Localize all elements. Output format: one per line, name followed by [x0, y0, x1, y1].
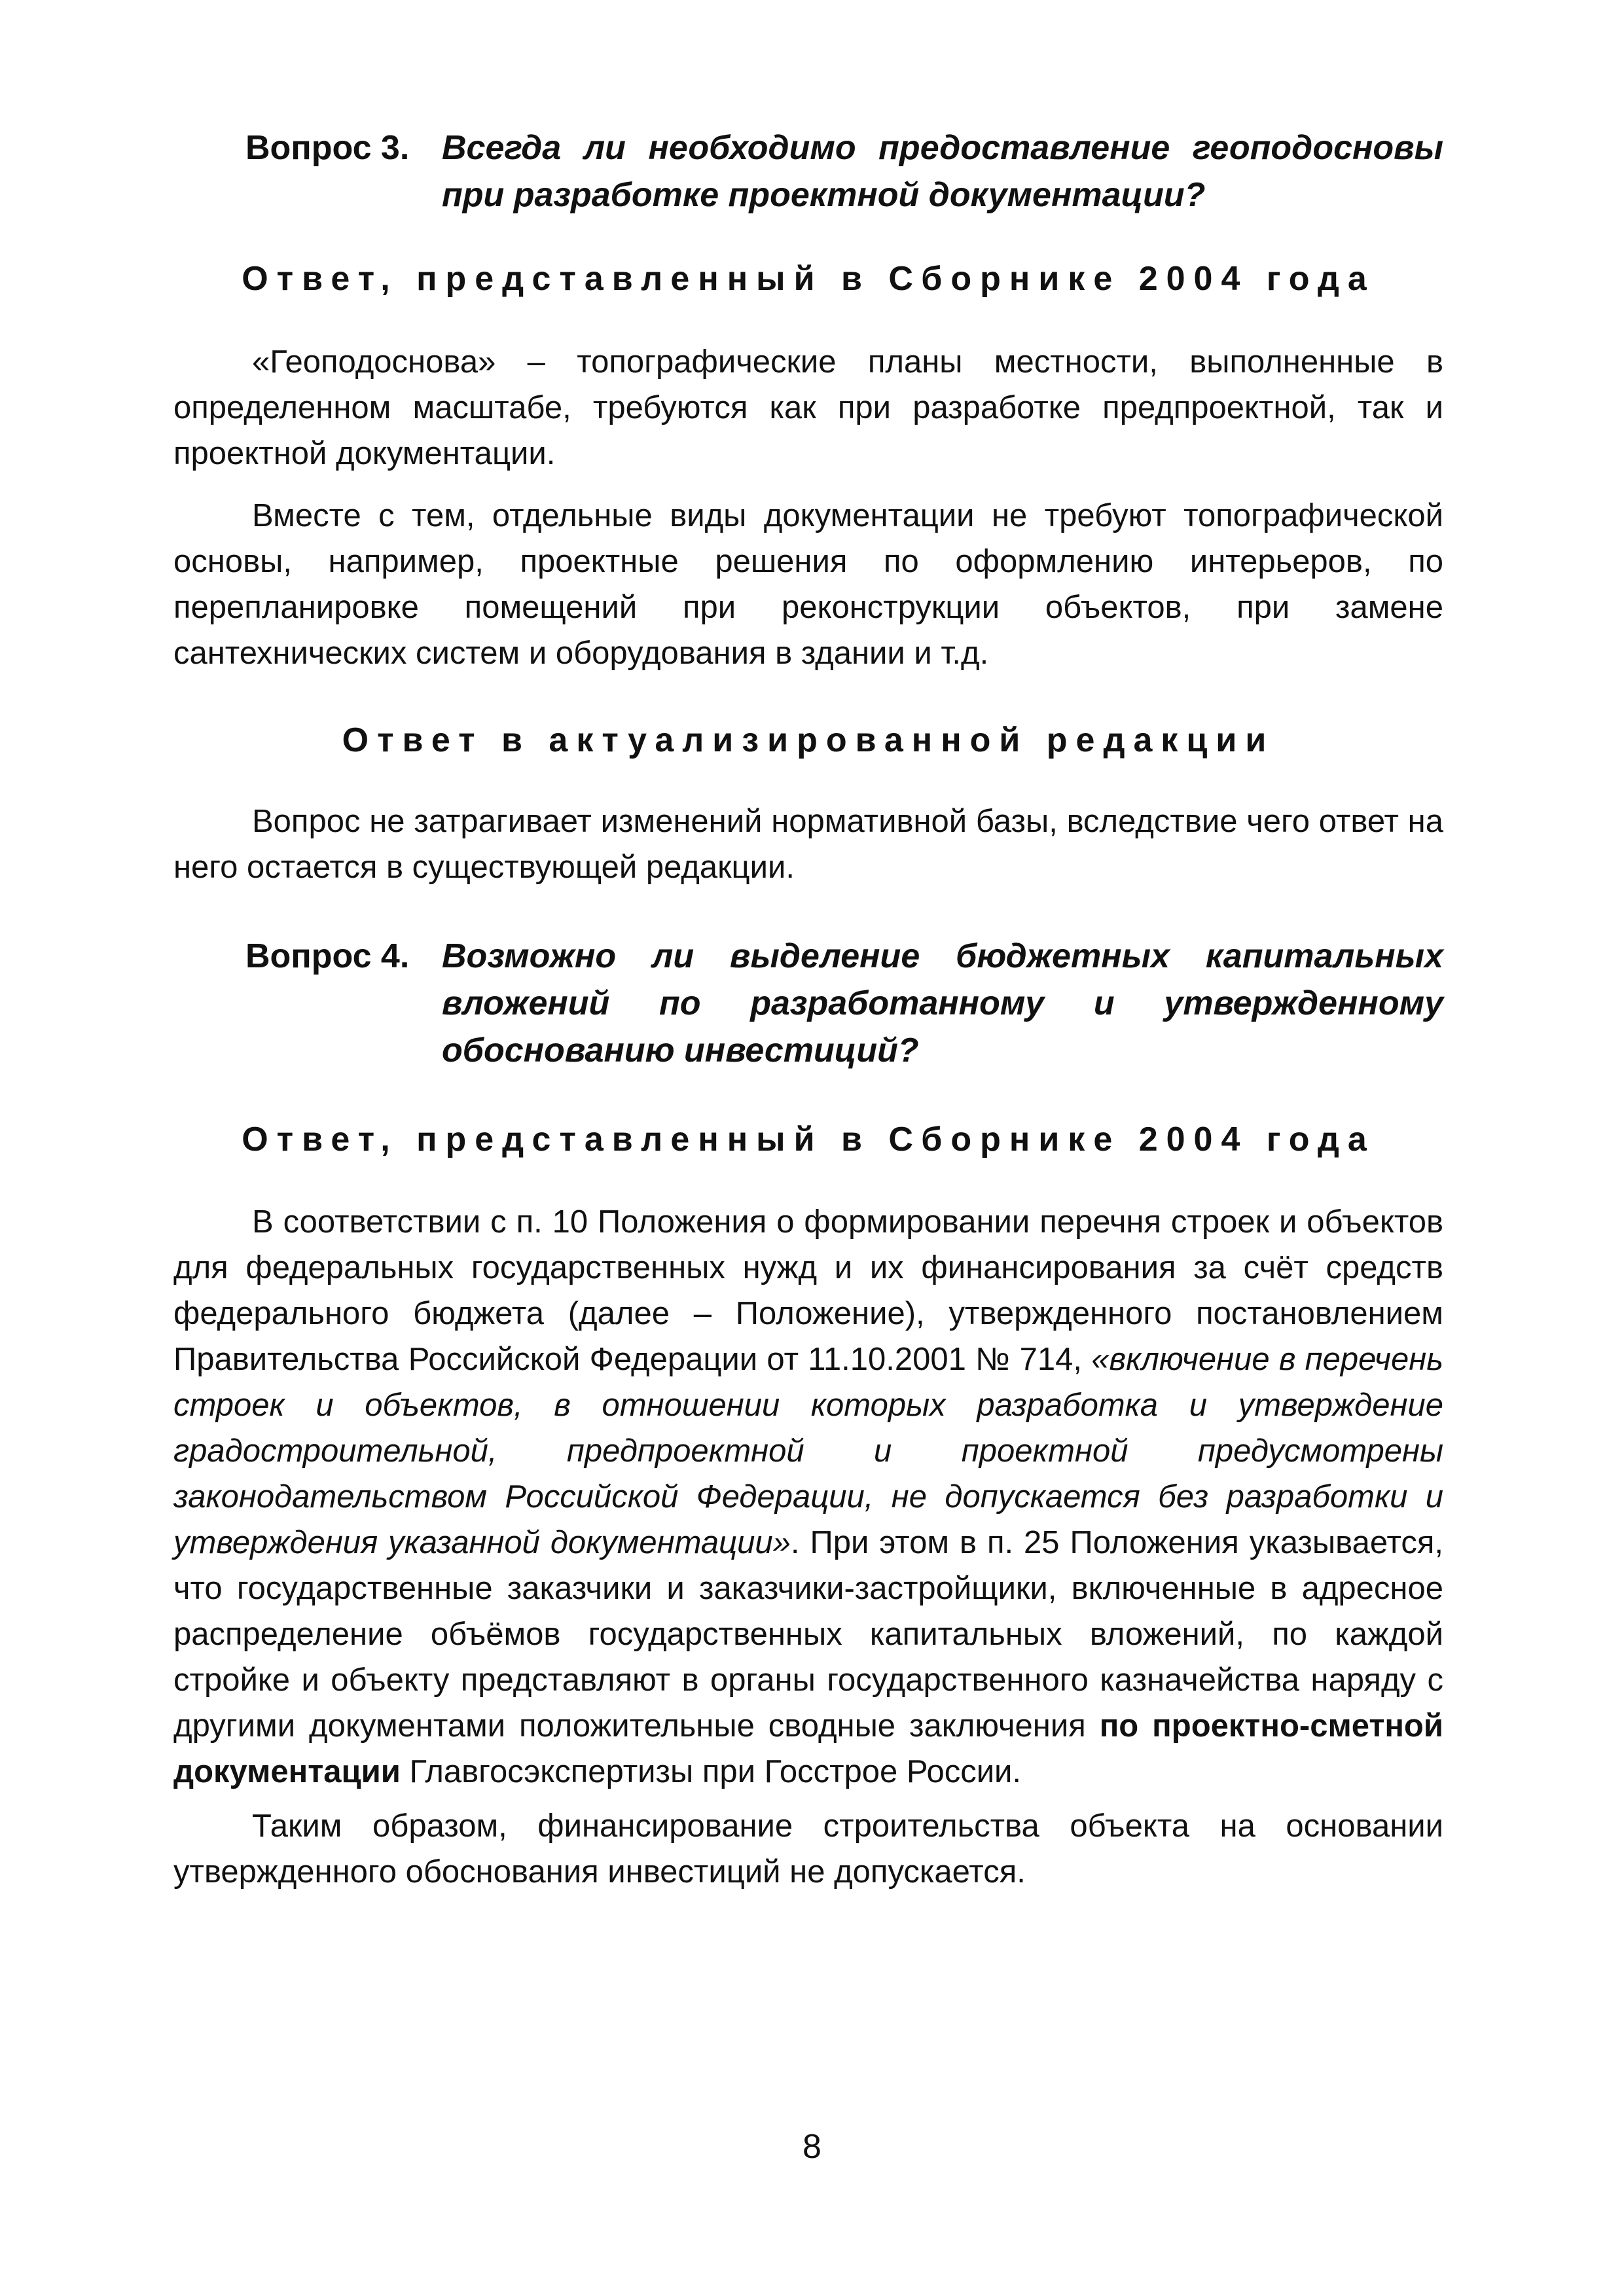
q3-paragraph-2: Вместе с тем, отдельные виды документации не требуют топографической основы, например, проектные решения по оформлению интерьеров, по перепланировке помещений при реконструкции объектов, при замене сантехнических систем и оборудования в здании и т.д.	[173, 498, 1443, 671]
q3-paragraph-3: Вопрос не затрагивает изменений нормативной базы, вследствие чего ответ на него остается в существующей редакции.	[173, 804, 1443, 885]
heading-answer-2004-q3: Ответ, представленный в Сборнике 2004 года	[242, 260, 1375, 298]
q4-paragraph-1-text-c: Главгосэкспертизы при Госстрое России.	[400, 1754, 1022, 1789]
heading-answer-2004-q4: Ответ, представленный в Сборнике 2004 года	[242, 1121, 1375, 1158]
q4-paragraph-1-text-b: . При этом в п. 25 Положения указывается, что государственные заказчики и заказчики-застройщики, включенные в адресное распределение объёмов государственных капитальных вложений, по каждой стройке и объекту представляют в органы государственного казначейства наряду с другими документами положительные сводные заключения	[173, 1525, 1443, 1744]
q3-paragraph-1: «Геоподоснова» – топографические планы местности, выполненные в определенном масштабе, требуются как при разработке предпроектной, так и проектной документации.	[173, 344, 1443, 471]
page-number: 8	[803, 2128, 821, 2166]
q4-paragraph-2: Таким образом, финансирование строительства объекта на основании утвержденного обоснования инвестиций не допускается.	[173, 1808, 1443, 1890]
question-3	[245, 124, 1443, 219]
question-4	[245, 933, 1443, 1074]
q4-paragraph-1-quote: «включение в перечень строек и объектов, в отношении которых разработка и утверждение градостроительной, предпроектной и проектной предусмотрены законодательством Российской Федерации, не допускается без разработки и утверждения указанной документации»	[173, 1342, 1443, 1560]
question-4-label: Вопрос 4.	[245, 937, 410, 975]
question-3-label: Вопрос 3.	[245, 129, 410, 167]
heading-answer-actual-q3: Ответ в актуализированной редакции	[342, 721, 1275, 759]
question-3-text: Всегда ли необходимо предоставление геоподосновы при разработке проектной документации?	[442, 129, 1443, 214]
q4-paragraph-1-text-a: В соответствии с п. 10 Положения о формировании перечня строек и объектов для федеральных государственных нужд и их финансирования за счёт средств федерального бюджета (далее – Положение), утвержденного постановлением Правительства Российской Федерации от 11.10.2001 № 714,	[173, 1204, 1443, 1377]
question-4-text: Возможно ли выделение бюджетных капитальных вложений по разработанному и утвержденному обоснованию инвестиций?	[442, 937, 1443, 1069]
q4-paragraph-1-bold: по проектно-сметной документации	[173, 1708, 1443, 1789]
q4-paragraph-1	[173, 1199, 1443, 1795]
